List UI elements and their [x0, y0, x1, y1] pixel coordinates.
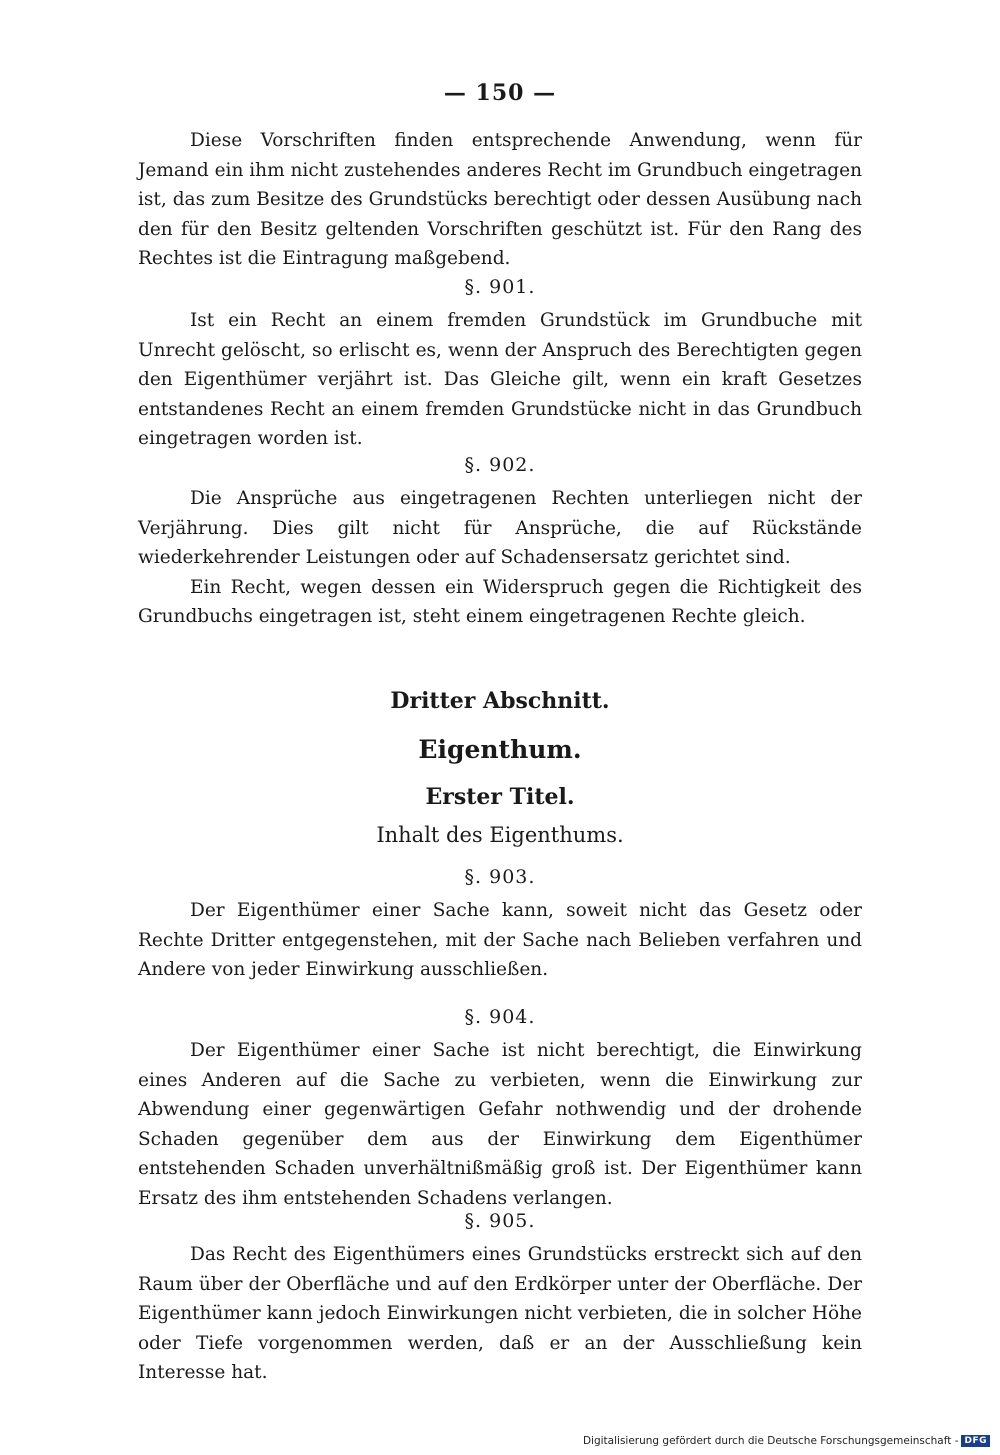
- section-heading-905: §. 905.: [464, 1210, 536, 1232]
- paragraph: Diese Vorschriften finden entsprechende Anwendung, wenn für Jemand ein ihm nicht zustehendes anderes Recht im Grundbuch eingetragen ist, das zum Besitze des Grundstücks berechtigt oder dessen Ausübung nach den für den Besitz geltenden Vorschriften geschützt ist. Für den Rang des Rechtes ist die Eintragung maßgebend.: [138, 130, 862, 269]
- section-heading-902: §. 902.: [464, 454, 536, 476]
- section-902-body: [138, 484, 862, 632]
- titel-heading: Erster Titel.: [425, 784, 575, 810]
- paragraph: Der Eigenthümer einer Sache ist nicht berechtigt, die Einwirkung eines Anderen auf die Sache zu verbieten, wenn die Einwirkung zur Abwendung einer gegenwärtigen Gefahr nothwendig und der drohende Schaden gegenüber dem aus der Einwirkung dem Eigenthümer entstehenden Schaden unverhältnißmäßig groß ist. Der Eigenthümer kann Ersatz des ihm entstehenden Schadens verlangen.: [138, 1040, 862, 1209]
- abschnitt-heading: Dritter Abschnitt.: [390, 688, 610, 714]
- section-heading-903: §. 903.: [464, 866, 536, 888]
- page-number: — 150 —: [443, 80, 557, 106]
- paragraph: Das Recht des Eigenthümers eines Grundstücks erstreckt sich auf den Raum über der Oberfläche und auf den Erdkörper unter der Oberfläche. Der Eigenthümer kann jedoch Einwirkungen nicht verbieten, die in solcher Höhe oder Tiefe vorgenommen werden, daß er an der Ausschließung kein Interesse hat.: [138, 1244, 862, 1383]
- titel-subtitle: Inhalt des Eigenthums.: [376, 823, 624, 847]
- section-905-body: [138, 1240, 862, 1388]
- paragraph: Ist ein Recht an einem fremden Grundstück im Grundbuche mit Unrecht gelöscht, so erlischt es, wenn der Anspruch des Berechtigten gegen den Eigenthümer verjährt ist. Das Gleiche gilt, wenn ein kraft Gesetzes entstandenes Recht an einem fremden Grundstücke nicht in das Grundbuch eingetragen worden ist.: [138, 310, 862, 449]
- continuation-block: [138, 126, 862, 274]
- eigenthum-heading: Eigenthum.: [418, 735, 582, 764]
- paragraph: Die Ansprüche aus eingetragenen Rechten unterliegen nicht der Verjährung. Dies gilt nicht für Ansprüche, die auf Rückstände wiederkehrender Leistungen oder auf Schadensersatz gerichtet sind.: [138, 488, 862, 568]
- digitization-credit: [583, 1435, 990, 1447]
- section-903-body: [138, 896, 862, 985]
- section-901-body: [138, 306, 862, 454]
- section-heading-901: §. 901.: [464, 276, 536, 298]
- paragraph: Der Eigenthümer einer Sache kann, soweit nicht das Gesetz oder Rechte Dritter entgegenstehen, mit der Sache nach Belieben verfahren und Andere von jeder Einwirkung ausschließen.: [138, 900, 862, 980]
- paragraph: Ein Recht, wegen dessen ein Widerspruch gegen die Richtigkeit des Grundbuchs eingetragen ist, steht einem eingetragenen Rechte gleich.: [138, 576, 862, 627]
- dfg-logo: DFG: [961, 1435, 990, 1447]
- section-heading-904: §. 904.: [464, 1006, 536, 1028]
- credit-text: Digitalisierung gefördert durch die Deutsche Forschungsgemeinschaft -: [582, 1435, 959, 1447]
- section-904-body: [138, 1036, 862, 1213]
